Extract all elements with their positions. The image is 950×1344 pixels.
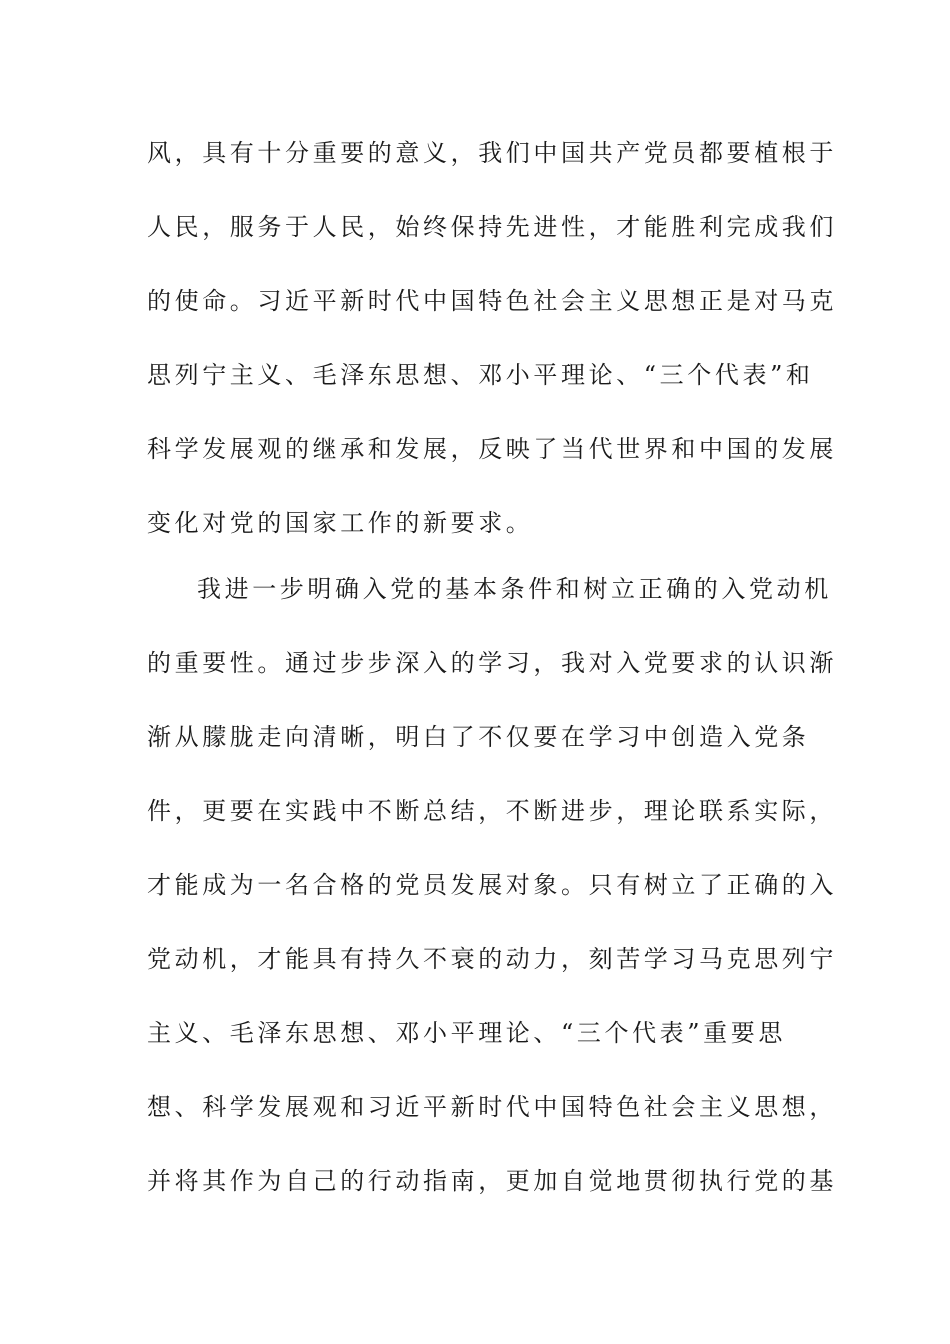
paragraph-first-line: 我进一步明确入党的基本条件和树立正确的入党动机 xyxy=(197,575,832,603)
text-line: 思列宁主义、毛泽东思想、邓小平理论、“三个代表”和 xyxy=(147,361,814,389)
text-line: 的重要性。通过步步深入的学习，我对入党要求的认识渐 xyxy=(147,649,837,677)
text-line: 主义、毛泽东思想、邓小平理论、“三个代表”重要思 xyxy=(147,1019,786,1047)
text-line: 并将其作为自己的行动指南，更加自觉地贯彻执行党的基 xyxy=(147,1167,837,1195)
text-line: 科学发展观的继承和发展，反映了当代世界和中国的发展 xyxy=(147,435,837,463)
text-line: 才能成为一名合格的党员发展对象。只有树立了正确的入 xyxy=(147,871,837,899)
text-line: 件，更要在实践中不断总结，不断进步，理论联系实际， xyxy=(147,797,837,825)
text-line: 风，具有十分重要的意义，我们中国共产党员都要植根于 xyxy=(147,139,837,167)
text-line: 的使命。习近平新时代中国特色社会主义思想正是对马克 xyxy=(147,287,837,315)
text-line: 想、科学发展观和习近平新时代中国特色社会主义思想， xyxy=(147,1093,837,1121)
text-line: 党动机，才能具有持久不衰的动力，刻苦学习马克思列宁 xyxy=(147,945,837,973)
text-line: 人民，服务于人民，始终保持先进性，才能胜利完成我们 xyxy=(147,213,837,241)
text-line: 渐从朦胧走向清晰，明白了不仅要在学习中创造入党条 xyxy=(147,723,810,751)
text-line: 变化对党的国家工作的新要求。 xyxy=(147,509,534,537)
